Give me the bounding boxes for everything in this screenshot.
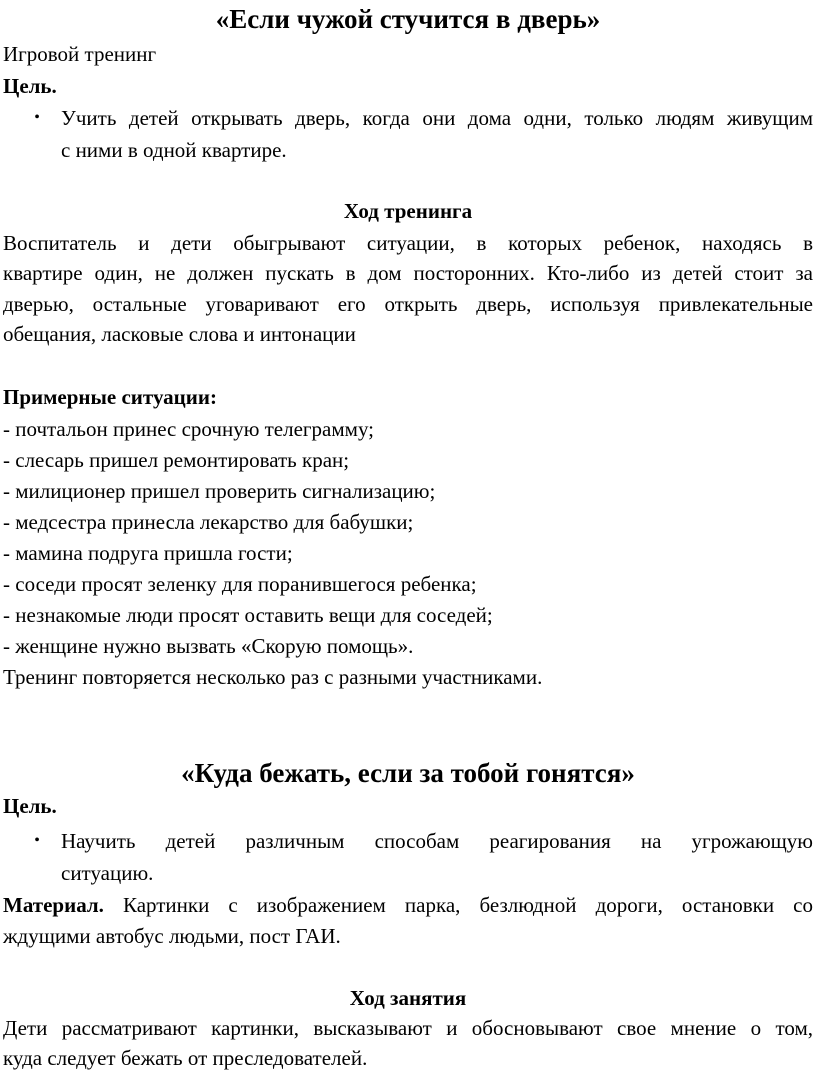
situation-item: - соседи просят зеленку для поранившегося ребенка; [3, 572, 477, 596]
situation-item: - незнакомые люди просят оставить вещи для соседей; [3, 603, 493, 627]
section1-goal-text-line2: с ними в одной квартире. [61, 138, 287, 162]
section2-goal-text-line2: ситуацию. [61, 861, 154, 885]
section2-goal-text-line1: Научить детей различным способам реагирования на угрожающую [61, 829, 813, 853]
section2-course-line2: куда следует бежать от преследователей. [3, 1046, 368, 1070]
section2-material-label: Материал. [3, 893, 104, 917]
section1-closing: Тренинг повторяется несколько раз с разными участниками. [3, 665, 543, 689]
section2-course-line1: Дети рассматривают картинки, высказывают и обосновывают свое мнение о том, [3, 1016, 813, 1040]
section1-course-line2: квартире один, не должен пускать в дом посторонних. Кто-либо из детей стоит за [3, 261, 813, 285]
section1-subtitle: Игровой тренинг [3, 42, 157, 66]
situation-item: - медсестра принесла лекарство для бабушки; [3, 510, 414, 534]
section2-title: «Куда бежать, если за тобой гонятся» [181, 758, 635, 788]
section2-material-text: Картинки с изображением парка, безлюдной дороги, остановки со [103, 893, 813, 917]
section1-course-heading: Ход тренинга [343, 199, 473, 223]
section1-goal-label: Цель. [3, 74, 57, 98]
section1-course-line4: обещания, ласковые слова и интонации [3, 322, 356, 346]
section1-situations-heading: Примерные ситуации: [3, 385, 217, 409]
section1-goal-text-line1: Учить детей открывать дверь, когда они дома одни, только людям живущим [61, 106, 813, 130]
situation-item: - слесарь пришел ремонтировать кран; [3, 448, 350, 472]
section1-course-line3: дверью, остальные уговаривают его открыть дверь, используя привлекательные [3, 292, 813, 316]
section2-material-line2: ждущими автобус людьми, пост ГАИ. [3, 924, 341, 948]
section1-title: «Если чужой стучится в дверь» [215, 4, 601, 34]
section2-goal-label: Цель. [3, 794, 57, 818]
bullet-icon: • [34, 832, 40, 849]
situation-item: - почтальон принес срочную телеграмму; [3, 417, 374, 441]
section2-course-heading: Ход занятия [349, 986, 467, 1010]
situation-item: - мамина подруга пришла гости; [3, 541, 293, 565]
situation-item: - женщине нужно вызвать «Скорую помощь». [3, 634, 414, 658]
section1-course-line1: Воспитатель и дети обыгрывают ситуации, в которых ребенок, находясь в [3, 231, 813, 255]
situation-item: - милиционер пришел проверить сигнализацию; [3, 479, 436, 503]
bullet-icon: • [34, 109, 40, 126]
section2-material-line1 [3, 891, 813, 919]
